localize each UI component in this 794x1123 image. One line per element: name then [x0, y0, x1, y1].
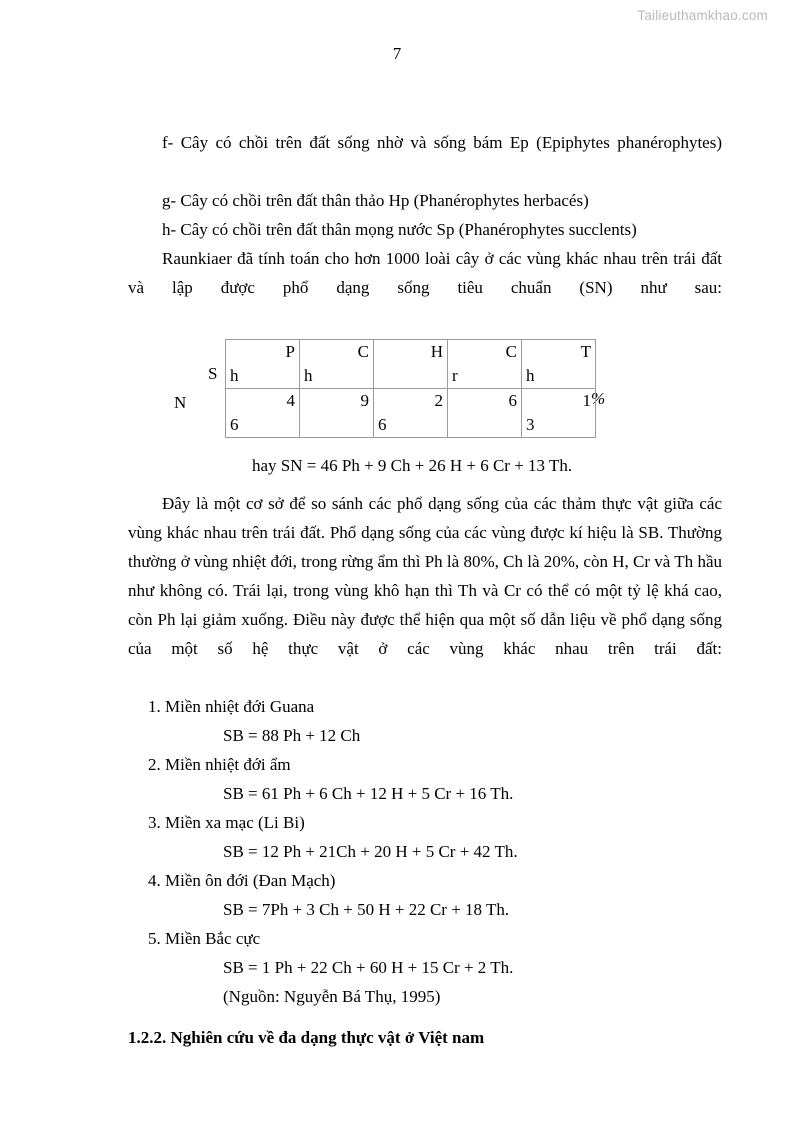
- section-heading-1-2-2: 1.2.2. Nghiên cứu về đa dạng thực vật ở Việt nam: [128, 1028, 485, 1047]
- region-formula-2: SB = 61 Ph + 6 Ch + 12 H + 5 Cr + 16 Th.: [223, 784, 514, 803]
- table-row-label-top: S: [208, 364, 218, 383]
- list-item-g: g- Cây có chồi trên đất thân thảo Hp (Phanérophytes herbacés): [162, 191, 589, 210]
- cell-upper-text: C: [505, 342, 517, 361]
- cell-upper-text: 1: [582, 391, 591, 410]
- table-row: [226, 340, 596, 389]
- life-form-spectrum-table: [225, 339, 596, 438]
- table-cell-value-cr: [448, 389, 522, 438]
- cell-upper-text: T: [580, 342, 591, 361]
- list-item-h: h- Cây có chồi trên đất thân mọng nước Sp (Phanérophytes succlents): [162, 220, 637, 239]
- region-title-3: 3. Miền xa mạc (Li Bi): [148, 813, 305, 832]
- cell-lower-text: h: [304, 366, 313, 385]
- table-cell-header-th: [522, 340, 596, 389]
- region-formula-4: SB = 7Ph + 3 Ch + 50 H + 22 Cr + 18 Th.: [223, 900, 510, 919]
- list-item-f: f- Cây có chồi trên đất sống nhờ và sống bám Ep (Epiphytes phanérophytes): [162, 133, 722, 152]
- cell-lower-text: 3: [526, 415, 535, 434]
- region-formula-5: SB = 1 Ph + 22 Ch + 60 H + 15 Cr + 2 Th.: [223, 958, 514, 977]
- table-row-label-bottom: N: [174, 393, 187, 412]
- table-row: [226, 389, 596, 438]
- cell-lower-text: 6: [508, 391, 517, 410]
- cell-lower-text: 6: [230, 415, 239, 434]
- table-cell-header-ch: [300, 340, 374, 389]
- percent-symbol: %: [591, 389, 606, 408]
- table-cell-header-cr: [448, 340, 522, 389]
- region-title-2: 2. Miền nhiệt đới ẩm: [148, 755, 291, 774]
- cell-lower-text: H: [430, 342, 443, 361]
- cell-upper-text: 4: [286, 391, 295, 410]
- cell-upper-text: P: [285, 342, 295, 361]
- cell-lower-text: 6: [378, 415, 387, 434]
- spectrum-table-area: [128, 331, 722, 451]
- table-cell-value-th: [522, 389, 596, 438]
- region-formula-1: SB = 88 Ph + 12 Ch: [223, 726, 361, 745]
- table-cell-header-h: [374, 340, 448, 389]
- cell-upper-text: 2: [434, 391, 443, 410]
- comparison-paragraph: Đây là một cơ sở để so sánh các phổ dạng sống của các thảm thực vật giữa các vùng khác nhau trên trái đất. Phổ dạng sống của các vùng được kí hiệu là SB. Thường thường ở vùng nhiệt đới, trong rừng ẩm thì Ph là 80%, Ch là 20%, còn H, Cr và Th hầu như không có. Trái lại, trong vùng khô hạn thì Th và Cr có thể có một tỷ lệ khá cao, còn Ph lại giảm xuống. Điều này được thể hiện qua một số dẫn liệu về phổ dạng sống của một số hệ thực vật ở các vùng khác nhau trên trái đất:: [128, 494, 722, 658]
- page-content: [128, 128, 722, 1052]
- table-cell-value-h: [374, 389, 448, 438]
- cell-lower-text: r: [452, 366, 458, 385]
- table-cell-value-ch: [300, 389, 374, 438]
- sn-formula-line: hay SN = 46 Ph + 9 Ch + 26 H + 6 Cr + 13 Th.: [252, 456, 573, 475]
- region-formula-3: SB = 12 Ph + 21Ch + 20 H + 5 Cr + 42 Th.: [223, 842, 518, 861]
- region-title-1: 1. Miền nhiệt đới Guana: [148, 697, 315, 716]
- table-cell-value-ph: [226, 389, 300, 438]
- source-citation: (Nguồn: Nguyễn Bá Thụ, 1995): [223, 987, 441, 1006]
- cell-lower-text: 9: [360, 391, 369, 410]
- region-title-4: 4. Miền ôn đới (Đan Mạch): [148, 871, 336, 890]
- page-number: 7: [392, 44, 402, 63]
- table-cell-header-ph: [226, 340, 300, 389]
- cell-lower-text: h: [230, 366, 239, 385]
- raunkiaer-paragraph: Raunkiaer đã tính toán cho hơn 1000 loài cây ở các vùng khác nhau trên trái đất và lập được phổ dạng sống tiêu chuẩn (SN) như sau:: [128, 249, 722, 297]
- region-title-5: 5. Miền Bắc cực: [148, 929, 261, 948]
- site-watermark: Tailieuthamkhao.com: [637, 8, 768, 23]
- cell-lower-text: h: [526, 366, 535, 385]
- cell-upper-text: C: [357, 342, 369, 361]
